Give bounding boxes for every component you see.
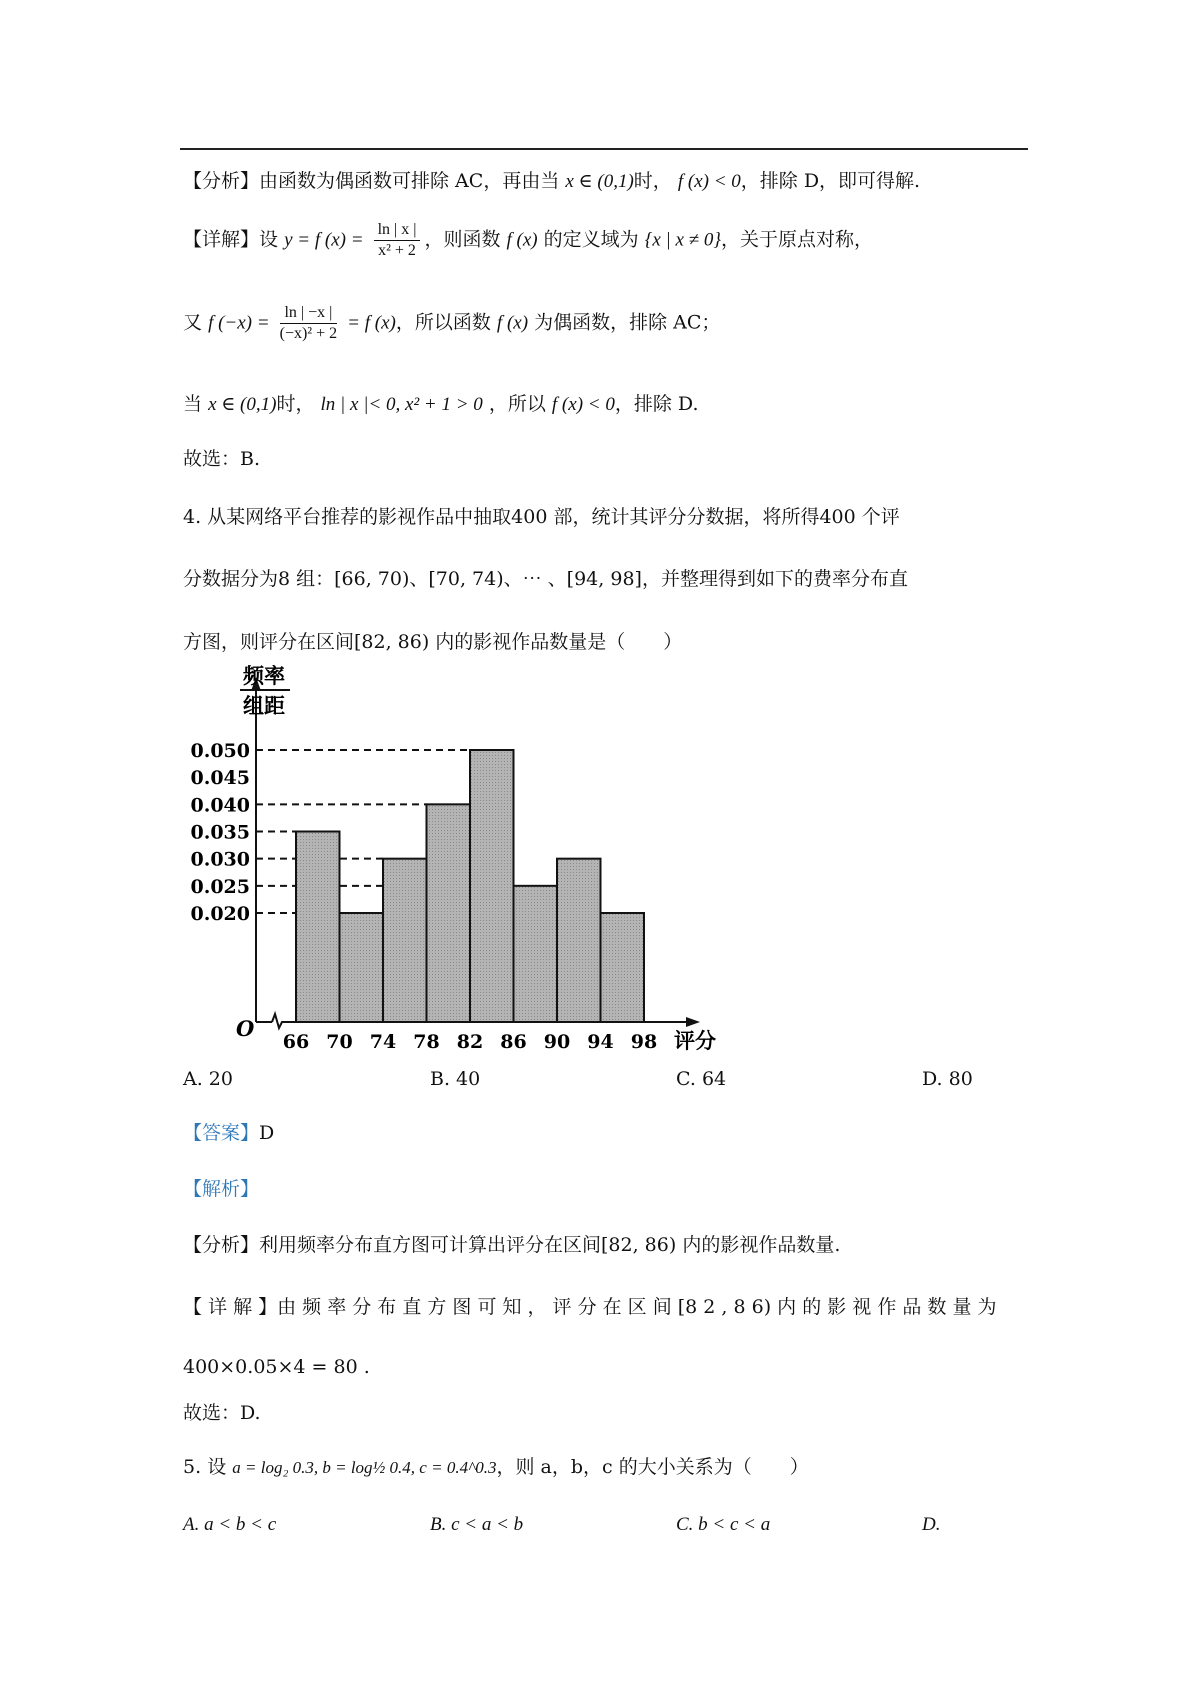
q4-stem-line-2: 分数据分为8 组：[66, 70)、[70, 74)、⋯ 、[94, 98]，并整理得到如下的费率分布直: [183, 568, 908, 590]
prev-also-line: [183, 305, 720, 342]
q4-option-c: C. 64: [676, 1068, 727, 1090]
y-tick-label: 0.030: [190, 848, 250, 871]
x-tick-label: 90: [543, 1031, 571, 1053]
answer-value: D: [259, 1122, 275, 1144]
histogram-bar: [557, 859, 601, 1022]
fraction-numerator: ln | −x |: [280, 305, 338, 324]
q5-tail: ，则 a，b，c 的大小关系为（ ）: [496, 1456, 809, 1478]
analysis-tag: 【分析】: [183, 170, 260, 192]
q5-option-a: A. a < b < c: [183, 1514, 277, 1535]
x-tick-label: 74: [369, 1031, 397, 1053]
math-function: y = f (x) =: [284, 229, 364, 251]
q4-option-a: A. 20: [183, 1068, 233, 1090]
fraction: [280, 305, 338, 342]
y-tick-label: 0.035: [190, 821, 250, 844]
answer-tag: 【答案】: [183, 1122, 260, 1144]
histogram-bar: [601, 913, 645, 1022]
q4-stem-line-1: 4. 从某网络平台推荐的影视作品中抽取400 部，统计其评分分数据，将所得400 个评: [183, 506, 900, 528]
math-condition: x ∈ (0,1): [565, 171, 634, 192]
detail-text: ，关于原点对称，: [720, 228, 873, 251]
detail-text: 当: [183, 393, 203, 415]
x-tick-label: 94: [587, 1031, 614, 1053]
histogram-bar: [340, 913, 384, 1022]
y-tick-label: 0.025: [190, 875, 250, 898]
histogram-bar: [470, 750, 514, 1022]
detail-text: 又: [183, 311, 203, 334]
q4-stem-line-3: 方图，则评分在区间[82, 86) 内的影视作品数量是（ ）: [183, 631, 683, 653]
detail-text: ，则函数: [424, 228, 501, 251]
detail-text: ，所以: [488, 393, 546, 415]
y-axis-label-bottom: 组距: [243, 693, 285, 718]
math-condition: x ∈ (0,1): [208, 394, 277, 415]
fraction-denominator: (−x)² + 2: [279, 325, 338, 342]
x-axis-label: 评分: [674, 1028, 716, 1053]
detail-text: ，排除 D.: [614, 393, 699, 415]
y-axis-label-top: 频率: [243, 665, 285, 688]
analysis-text: ，排除 D，即可得解.: [740, 170, 921, 192]
math-function: = f (x): [347, 312, 396, 334]
jiexi-tag: 【解析】: [183, 1178, 260, 1200]
q4-option-b: B. 40: [430, 1068, 481, 1090]
axis-break-mark: [272, 1014, 296, 1028]
x-axis-arrow: [686, 1017, 700, 1027]
x-tick-label: 98: [630, 1031, 658, 1053]
x-tick-label: 86: [500, 1031, 527, 1053]
analysis-text: 利用频率分布直方图可计算出评分在区间[82, 86) 内的影视作品数量.: [259, 1234, 841, 1256]
q4-detail-line: [183, 1298, 997, 1317]
q5-option-b: B. c < a < b: [430, 1514, 524, 1535]
analysis-tag: 【分析】: [183, 1234, 260, 1256]
histogram-bar: [383, 859, 427, 1022]
y-tick-label: 0.045: [190, 767, 250, 790]
x-tick-label: 70: [326, 1031, 353, 1053]
math-function: f (x): [496, 312, 529, 334]
x-tick-label: 82: [456, 1031, 484, 1053]
fraction-numerator: ln | x |: [374, 222, 421, 241]
q5-stem: [183, 1458, 809, 1477]
prev-when-line: [183, 395, 698, 414]
q4-option-d: D. 80: [922, 1068, 973, 1090]
detail-tag: 【 详 解 】: [183, 1296, 278, 1318]
detail-text: 为偶函数，排除 AC；: [534, 311, 721, 334]
q5-option-c: C. b < c < a: [676, 1514, 771, 1535]
fraction: [374, 222, 421, 259]
x-tick-label: 66: [282, 1031, 310, 1053]
detail-text: 设: [259, 228, 279, 251]
analysis-text: 由函数为偶函数可排除 AC，再由当: [259, 170, 560, 192]
math-inequality: f (x) < 0: [551, 394, 615, 415]
detail-tag: 【详解】: [183, 228, 260, 251]
analysis-text: 时，: [633, 170, 672, 192]
math-expression: a = log₂ 0.3, b = log½ 0.4, c = 0.4^0.3: [232, 1458, 497, 1477]
histogram-bar: [427, 804, 471, 1022]
math-inequality: f (x) < 0: [677, 171, 741, 192]
q5-lead: 设: [207, 1456, 227, 1478]
math-function: f (x): [506, 229, 538, 251]
q5-option-d: D.: [922, 1514, 941, 1535]
header-rule: [180, 148, 1028, 150]
prev-analysis-line: [183, 172, 920, 191]
q4-calc: 400×0.05×4 = 80 .: [183, 1356, 370, 1378]
answer-line: [183, 1124, 274, 1143]
detail-text: 的定义域为: [543, 228, 639, 251]
x-tick-label: 78: [413, 1031, 440, 1053]
y-tick-label: 0.040: [190, 794, 250, 817]
question-number: 5.: [183, 1456, 202, 1478]
detail-text: ，所以函数: [395, 311, 491, 334]
math-domain: {x | x ≠ 0}: [644, 229, 721, 251]
prev-choose: 故选：B.: [183, 448, 261, 470]
q4-choose: 故选：D.: [183, 1402, 261, 1424]
q4-analysis-line: [183, 1236, 840, 1255]
frequency-histogram: [180, 665, 740, 1065]
math-inequality: ln | x |< 0, x² + 1 > 0: [320, 394, 483, 415]
detail-text: 时，: [276, 393, 315, 415]
math-function: f (−x) =: [208, 312, 270, 334]
y-tick-label: 0.050: [190, 740, 250, 762]
y-tick-label: 0.020: [190, 903, 250, 925]
detail-text: 由 频 率 分 布 直 方 图 可 知 ， 评 分 在 区 间 [8 2 , 8 6) 内 的 影 视 作 品 数 量 为: [277, 1296, 997, 1318]
fraction-denominator: x² + 2: [378, 242, 416, 259]
histogram-bar: [514, 886, 558, 1022]
histogram-bar: [296, 832, 340, 1023]
prev-detail-line: [183, 222, 873, 259]
origin-label: O: [236, 1016, 255, 1041]
